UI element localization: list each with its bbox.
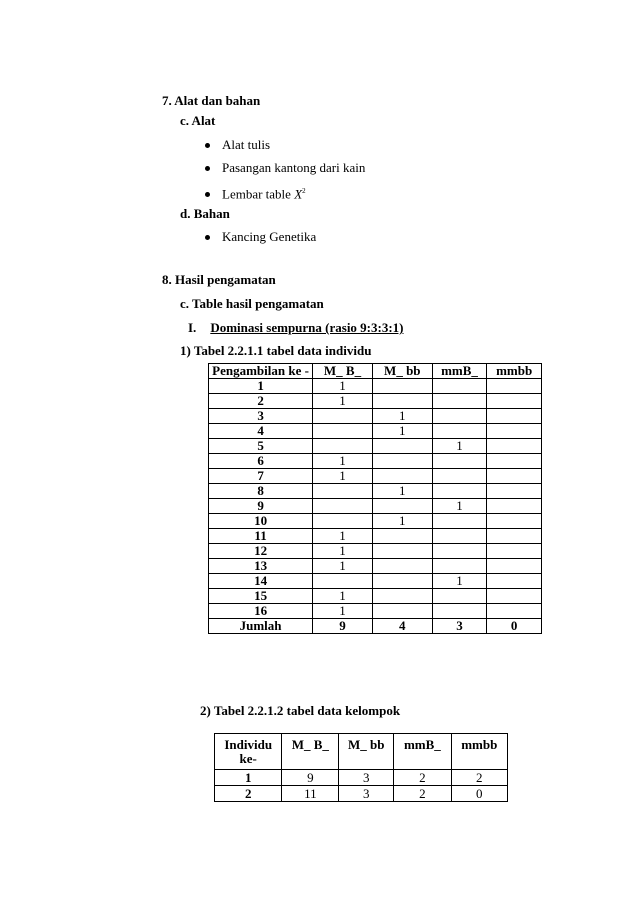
total-label: Jumlah (209, 619, 313, 634)
table-cell: 1 (209, 379, 313, 394)
table-row (209, 454, 542, 469)
table-cell: 1 (313, 394, 373, 409)
table-cell (487, 589, 542, 604)
chi-square-symbol: X (294, 186, 303, 202)
table-row (209, 469, 542, 484)
table-total-row (209, 619, 542, 634)
chi-square-superscript: 2 (302, 187, 306, 195)
table-cell (432, 454, 487, 469)
bullet-icon (205, 235, 210, 240)
table-cell: 11 (282, 786, 339, 802)
table-cell: 3 (339, 786, 394, 802)
bullet-icon (205, 143, 210, 148)
table-cell: 13 (209, 559, 313, 574)
table-cell: 2 (215, 786, 282, 802)
table-cell: 1 (313, 544, 373, 559)
table-cell (487, 469, 542, 484)
header-cell: mmbb (487, 364, 542, 379)
table-cell (313, 409, 373, 424)
table-cell (487, 574, 542, 589)
header-cell: M_ B_ (313, 364, 373, 379)
table-cell (487, 394, 542, 409)
table-cell (487, 514, 542, 529)
table-cell (432, 604, 487, 619)
table-cell (487, 454, 542, 469)
table-cell: 1 (313, 469, 373, 484)
table-cell: 2 (394, 786, 451, 802)
table-row (209, 514, 542, 529)
table-row (209, 574, 542, 589)
table-cell (487, 604, 542, 619)
table-cell (487, 529, 542, 544)
table-cell: 12 (209, 544, 313, 559)
table-cell (372, 439, 432, 454)
table-cell (432, 379, 487, 394)
table-cell: 1 (432, 499, 487, 514)
total-cell: 4 (372, 619, 432, 634)
table-row (209, 409, 542, 424)
alat-item-2: Pasangan kantong dari kain (205, 160, 365, 176)
table-cell (432, 529, 487, 544)
table-results-heading: c. Table hasil pengamatan (180, 296, 324, 311)
table-row (215, 786, 508, 802)
table-cell (487, 379, 542, 394)
table-row (215, 770, 508, 786)
roman-marker: I. (188, 320, 197, 335)
table-cell: 2 (451, 770, 507, 786)
table-cell: 1 (372, 484, 432, 499)
total-cell: 3 (432, 619, 487, 634)
table-cell: 2 (394, 770, 451, 786)
table-cell (432, 469, 487, 484)
table-cell: 6 (209, 454, 313, 469)
table-row (209, 484, 542, 499)
table-row (209, 559, 542, 574)
table-cell (372, 394, 432, 409)
alat-item-1: Alat tulis (205, 137, 270, 153)
table-cell (313, 514, 373, 529)
table-cell (372, 544, 432, 559)
header-cell: Individu ke- (215, 734, 282, 770)
table-cell: 9 (282, 770, 339, 786)
total-cell: 9 (313, 619, 373, 634)
table-cell: 9 (209, 499, 313, 514)
table-cell: 1 (372, 424, 432, 439)
table-cell: 5 (209, 439, 313, 454)
table-cell (313, 484, 373, 499)
header-cell: Pengambilan ke - (209, 364, 313, 379)
table-cell (313, 574, 373, 589)
table-cell (432, 484, 487, 499)
table-cell (432, 394, 487, 409)
roman-heading (188, 320, 404, 336)
table-cell (487, 424, 542, 439)
table-cell: 10 (209, 514, 313, 529)
table-row (209, 589, 542, 604)
table-cell (372, 529, 432, 544)
table-cell (372, 469, 432, 484)
table-cell: 8 (209, 484, 313, 499)
total-cell: 0 (487, 619, 542, 634)
table-cell (487, 409, 542, 424)
table-cell: 3 (339, 770, 394, 786)
table-cell: 1 (372, 514, 432, 529)
header-cell: mmB_ (394, 734, 451, 770)
table-row (209, 604, 542, 619)
table-cell: 1 (432, 574, 487, 589)
bahan-heading: d. Bahan (180, 206, 230, 221)
dominance-title: Dominasi sempurna (rasio 9:3:3:1) (210, 320, 404, 335)
table-cell (372, 559, 432, 574)
table-cell: 15 (209, 589, 313, 604)
table-cell (432, 514, 487, 529)
table-cell: 16 (209, 604, 313, 619)
table-header-row (209, 364, 542, 379)
table-row (209, 439, 542, 454)
table1-caption: 1) Tabel 2.2.1.1 tabel data individu (180, 343, 372, 358)
table-cell (372, 499, 432, 514)
group-data-table (214, 733, 508, 802)
table-cell: 1 (313, 604, 373, 619)
table-cell (432, 544, 487, 559)
individual-data-table (208, 363, 542, 634)
header-cell: mmB_ (432, 364, 487, 379)
table-row (209, 394, 542, 409)
table-cell: 2 (209, 394, 313, 409)
table-header-row (215, 734, 508, 770)
alat-item-3: Lembar table $X^2$ (205, 183, 306, 202)
table-cell: 1 (313, 529, 373, 544)
table-cell: 4 (209, 424, 313, 439)
alat-heading: c. Alat (180, 113, 216, 128)
table-cell (313, 439, 373, 454)
table-cell (432, 589, 487, 604)
table-cell (313, 424, 373, 439)
table-cell: 3 (209, 409, 313, 424)
table-cell (487, 544, 542, 559)
table-cell (372, 604, 432, 619)
table-cell (313, 499, 373, 514)
table-cell: 1 (313, 454, 373, 469)
table-cell (372, 379, 432, 394)
section-8-heading: 8. Hasil pengamatan (162, 272, 276, 287)
table-cell: 1 (313, 589, 373, 604)
table-row (209, 544, 542, 559)
table-cell (372, 589, 432, 604)
header-cell: M_ bb (372, 364, 432, 379)
table-cell (372, 454, 432, 469)
table-cell: 1 (215, 770, 282, 786)
table-cell: 1 (313, 559, 373, 574)
table-cell: 7 (209, 469, 313, 484)
table-cell (487, 484, 542, 499)
table-row (209, 499, 542, 514)
bullet-icon (205, 192, 210, 197)
section-7-heading: 7. Alat dan bahan (162, 93, 261, 108)
table2-caption: 2) Tabel 2.2.1.2 tabel data kelompok (200, 703, 401, 718)
table-row (209, 424, 542, 439)
table-cell (487, 439, 542, 454)
table-cell (372, 574, 432, 589)
bahan-item-1: Kancing Genetika (205, 229, 316, 245)
table-cell: 1 (432, 439, 487, 454)
table-cell (487, 499, 542, 514)
table-cell: 0 (451, 786, 507, 802)
table-cell: 1 (313, 379, 373, 394)
table-cell: 11 (209, 529, 313, 544)
table-cell: 1 (372, 409, 432, 424)
header-cell: mmbb (451, 734, 507, 770)
table-cell (432, 409, 487, 424)
table-cell (432, 424, 487, 439)
bullet-icon (205, 166, 210, 171)
header-cell: M_ B_ (282, 734, 339, 770)
table-cell (487, 559, 542, 574)
header-cell: M_ bb (339, 734, 394, 770)
table-row (209, 529, 542, 544)
table-cell: 14 (209, 574, 313, 589)
table-cell (432, 559, 487, 574)
table-row (209, 379, 542, 394)
